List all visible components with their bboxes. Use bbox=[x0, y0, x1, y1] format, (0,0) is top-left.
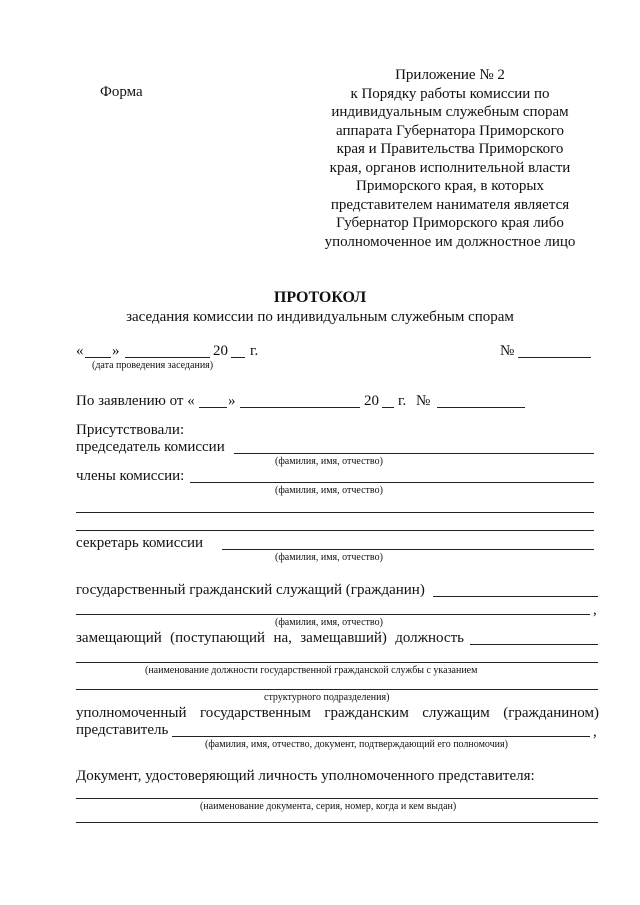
form-label: Форма bbox=[100, 84, 143, 100]
application-number-sign: № bbox=[416, 393, 431, 409]
appendix-line: уполномоченное им должностное лицо bbox=[324, 233, 576, 250]
appendix-line: аппарата Губернатора Приморского bbox=[336, 122, 564, 139]
position-field-2[interactable] bbox=[76, 662, 598, 663]
appendix-line: края и Правительства Приморского bbox=[336, 141, 564, 157]
position-word: замещающий bbox=[76, 630, 162, 646]
secretary-caption: (фамилия, имя, отчество) bbox=[275, 552, 383, 563]
date-caption: (дата проведения заседания) bbox=[92, 360, 214, 371]
representative-comma: , bbox=[593, 724, 597, 740]
servant-caption: (фамилия, имя, отчество) bbox=[275, 617, 383, 628]
representative-word: уполномоченный bbox=[76, 705, 187, 721]
members-field-2[interactable] bbox=[76, 512, 594, 513]
document-label: Документ, удостоверяющий личность уполномоченного представителя: bbox=[76, 768, 535, 784]
chairman-caption: (фамилия, имя, отчество) bbox=[275, 456, 383, 467]
servant-comma: , bbox=[593, 602, 597, 618]
document-field-2[interactable] bbox=[76, 822, 598, 823]
representative-word: государственным bbox=[199, 705, 311, 721]
appendix-line: Губернатор Приморского края либо bbox=[336, 215, 564, 231]
servant-field-2[interactable] bbox=[76, 614, 590, 615]
appendix-block bbox=[300, 66, 600, 251]
representative-word: служащим bbox=[422, 705, 490, 721]
representative-phrase bbox=[76, 705, 599, 722]
application-day-field[interactable] bbox=[199, 407, 227, 408]
application-month-field[interactable] bbox=[240, 407, 360, 408]
members-field-3[interactable] bbox=[76, 530, 594, 531]
meeting-number-field[interactable] bbox=[518, 357, 591, 358]
unit-field[interactable] bbox=[76, 689, 598, 690]
day-field[interactable] bbox=[85, 357, 111, 358]
position-field-1[interactable] bbox=[470, 644, 598, 645]
application-prefix: По заявлению от « bbox=[76, 393, 195, 409]
servant-label: государственный гражданский служащий (гражданин) bbox=[76, 582, 425, 598]
secretary-field[interactable] bbox=[222, 549, 594, 550]
application-number-field[interactable] bbox=[437, 407, 525, 408]
date-close-quote: » bbox=[112, 343, 120, 359]
members-label: члены комиссии: bbox=[76, 468, 185, 484]
application-year-suffix: г. bbox=[398, 393, 407, 409]
representative-word: гражданским bbox=[324, 705, 409, 721]
meeting-number-sign: № bbox=[500, 343, 515, 359]
meeting-year-prefix: 20 bbox=[213, 343, 228, 359]
meeting-year-suffix: г. bbox=[250, 343, 259, 359]
position-word: должность bbox=[395, 630, 464, 646]
appendix-line: представителем нанимателя является bbox=[330, 196, 570, 213]
application-close-quote: » bbox=[228, 393, 236, 409]
application-year-prefix: 20 bbox=[364, 393, 379, 409]
document-caption: (наименование документа, серия, номер, когда и кем выдан) bbox=[200, 801, 457, 812]
protocol-heading: ПРОТОКОЛ bbox=[273, 289, 367, 306]
position-word: замещавший) bbox=[300, 630, 387, 646]
members-field-1[interactable] bbox=[190, 482, 594, 483]
representative-word: (гражданином) bbox=[503, 705, 599, 721]
position-word: на, bbox=[273, 630, 292, 646]
representative-field[interactable] bbox=[172, 736, 590, 737]
appendix-line: к Порядку работы комиссии по bbox=[350, 85, 550, 102]
position-phrase bbox=[76, 630, 464, 647]
document-field-1[interactable] bbox=[76, 798, 598, 799]
appendix-line: Приложение № 2 bbox=[395, 67, 505, 83]
position-word: (поступающий bbox=[170, 630, 266, 646]
appendix-line: Приморского края, в которых bbox=[355, 178, 544, 194]
chairman-field[interactable] bbox=[234, 453, 594, 454]
date-open-quote: « bbox=[76, 343, 84, 359]
protocol-subheading: заседания комиссии по индивидуальным служебным спорам bbox=[126, 309, 514, 325]
month-field[interactable] bbox=[125, 357, 210, 358]
chairman-label: председатель комиссии bbox=[76, 439, 225, 455]
members-caption: (фамилия, имя, отчество) bbox=[275, 485, 383, 496]
representative-label: представитель bbox=[76, 722, 169, 738]
secretary-label: секретарь комиссии bbox=[76, 535, 204, 551]
appendix-line: индивидуальным служебным спорам bbox=[331, 104, 569, 120]
appendix-line: края, органов исполнительной власти bbox=[329, 159, 571, 176]
year-field[interactable] bbox=[231, 357, 245, 358]
servant-field-1[interactable] bbox=[433, 596, 598, 597]
position-caption: (наименование должности государственной гражданской службы с указанием bbox=[145, 665, 478, 676]
present-label: Присутствовали: bbox=[76, 422, 185, 438]
unit-caption: структурного подразделения) bbox=[264, 692, 390, 703]
application-year-field[interactable] bbox=[382, 407, 394, 408]
representative-caption: (фамилия, имя, отчество, документ, подтверждающий его полномочия) bbox=[205, 739, 508, 750]
